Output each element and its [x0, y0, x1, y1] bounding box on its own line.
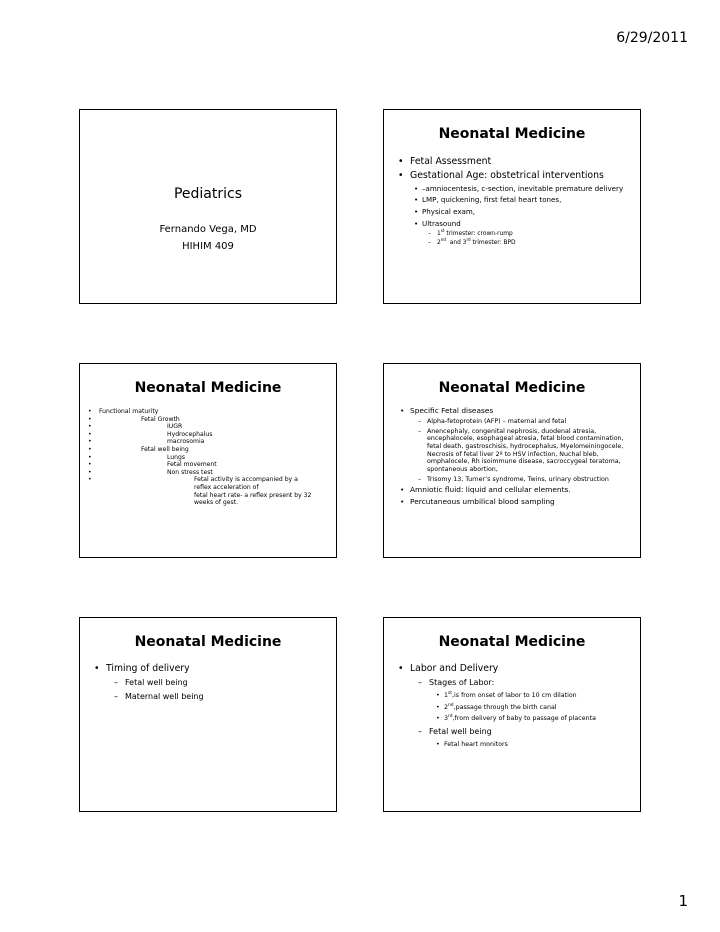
bullet-icon: •: [414, 195, 419, 205]
list-item: • Fetal Growth: [88, 415, 180, 423]
list-item: • Lungs: [88, 453, 186, 461]
bullet-icon: •: [436, 715, 440, 723]
list-item: • Fetal well being: [88, 446, 189, 454]
bullet-icon: •: [94, 663, 100, 674]
slide-5-title: Neonatal Medicine: [134, 634, 282, 650]
list-item: • Fetal Assessment: [392, 156, 632, 167]
bullet-icon: •: [88, 461, 92, 469]
slide-3: [79, 363, 337, 558]
bullet-icon: •: [436, 703, 440, 711]
list-item: • Specific Fetal diseases: [392, 406, 632, 415]
slide-2-body: [384, 156, 640, 248]
bullet-icon: •: [400, 497, 405, 507]
list-item: – Fetal well being: [114, 678, 188, 688]
bullet-icon: •: [436, 740, 440, 748]
list-item: • 3rd,from delivery of baby to passage of placenta: [436, 714, 596, 723]
bullet-icon: •: [414, 206, 419, 216]
bullet-icon: •: [398, 663, 404, 674]
slide-6-title: Neonatal Medicine: [438, 634, 586, 650]
list-item: • 2nd,passage through the birth canal: [436, 702, 557, 711]
dash-icon: –: [428, 240, 431, 247]
list-item: – 2nd and 3rd trimester: BPD: [428, 237, 516, 247]
list-item: • Physical exam,: [414, 206, 476, 216]
bullet-icon: •: [88, 430, 92, 438]
bullet-icon: •: [88, 423, 92, 431]
slide-2: [383, 109, 641, 304]
list-item: • Gestational Age: obstetrical interventions: [392, 170, 632, 181]
dash-icon: –: [114, 692, 118, 702]
slide-6-body: [384, 663, 640, 749]
bullet-icon: •: [88, 438, 92, 446]
bullet-icon: •: [88, 453, 92, 461]
list-item: • Fetal heart monitors: [436, 740, 508, 748]
bullet-icon: •: [400, 485, 405, 495]
list-item: • Fetal movement: [88, 461, 217, 469]
slide-4-body: [384, 406, 640, 506]
list-item: • LMP, quickening, first fetal heart tones,: [414, 195, 562, 205]
slide-1-author: Fernando Vega, MD: [159, 224, 257, 235]
dash-icon: –: [418, 475, 422, 483]
list-item: • 1st,is from onset of labor to 10 cm dilation: [436, 690, 577, 700]
list-item: • Non stress test: [88, 468, 213, 476]
bullet-icon: •: [414, 183, 419, 193]
page-number: 1: [678, 892, 688, 910]
slide-1-course: HIHIM 409: [182, 241, 234, 252]
list-item: • Ultrasound: [414, 218, 461, 228]
list-item: fetal heart rate- a reflex present by 32 weeks of gest.: [194, 491, 312, 507]
slide-1: [79, 109, 337, 304]
slide-6: [383, 617, 641, 812]
dash-icon: –: [114, 678, 118, 688]
dash-icon: –: [418, 727, 422, 737]
handout-date: 6/29/2011: [616, 30, 688, 46]
slide-3-title: Neonatal Medicine: [134, 380, 282, 396]
list-item: • macrosomia: [88, 438, 205, 446]
dash-icon: –: [418, 418, 422, 426]
dash-icon: –: [428, 231, 431, 238]
slide-4-title: Neonatal Medicine: [438, 380, 586, 396]
list-item: • Labor and Delivery: [392, 663, 632, 674]
slide-3-body: [80, 408, 336, 507]
bullet-icon: •: [400, 406, 405, 415]
bullet-icon: •: [436, 692, 440, 700]
list-item: – Stages of Labor:: [418, 678, 495, 688]
bullet-icon: •: [398, 156, 404, 167]
list-item: – Trisomy 13, Turner’s syndrome, Twins, urinary obstruction: [418, 475, 609, 483]
list-item: • –amniocentesis, c-section, inevitable premature delivery: [414, 183, 624, 193]
bullet-icon: •: [88, 468, 92, 476]
list-item: – Maternal well being: [114, 692, 204, 702]
list-item: • Fetal activity is accompanied by a reflex acceleration of: [88, 476, 298, 492]
list-item: – 1st trimester: crown-rump: [428, 228, 513, 238]
list-item: • Percutaneous umbilical blood sampling: [392, 497, 632, 506]
list-item: • IUGR: [88, 423, 183, 431]
list-item: • Timing of delivery: [88, 663, 328, 674]
list-item: – Anencephaly, congenital nephrosis, duodenal atresia, encephalocele, esophageal atresia, fetal blood contamination, fetal death, gastroschisis, hydrocephalus, Myelomeiningocele, Necrosis of fetal liver 2º to HSV infection, Nuchal bleb, omphalocele, Rh isoimmune disease, sacroccygeal teratoma, spontaneous abortion,: [418, 427, 624, 474]
bullet-icon: •: [398, 170, 404, 182]
list-item: – Fetal well being: [418, 727, 492, 737]
bullet-icon: •: [414, 218, 419, 228]
bullet-icon: •: [88, 408, 92, 415]
slide-5: [79, 617, 337, 812]
list-item: • Amniotic fluid: liquid and cellular elements.: [392, 485, 632, 494]
dash-icon: –: [418, 678, 422, 688]
slide-5-body: [80, 663, 336, 702]
list-item: – Alpha-fetoprotein (AFP) – maternal and fetal: [418, 418, 567, 426]
dash-icon: –: [418, 427, 422, 435]
bullet-icon: •: [88, 446, 92, 454]
bullet-icon: •: [88, 476, 92, 484]
slide-2-title: Neonatal Medicine: [438, 126, 586, 142]
list-item: • Hydrocephalus: [88, 430, 213, 438]
bullet-icon: •: [88, 415, 92, 423]
list-item: • Functional maturity: [88, 408, 159, 415]
slide-1-title: Pediatrics: [173, 186, 243, 202]
slide-4: [383, 363, 641, 558]
